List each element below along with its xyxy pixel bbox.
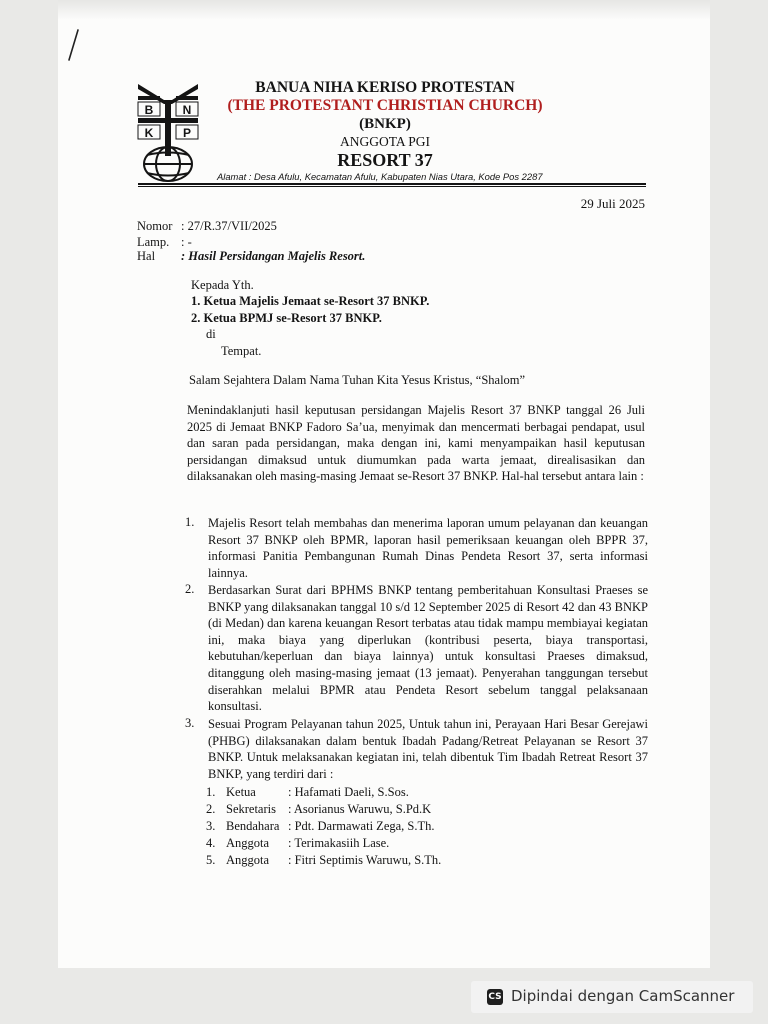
team-number: 5.	[206, 853, 216, 867]
bnkp-logo-icon	[132, 80, 204, 184]
recipient-greeting: Kepada Yth.	[191, 278, 254, 292]
org-name-english: (THE PROTESTANT CHRISTIAN CHURCH)	[227, 97, 543, 114]
camscanner-icon: CS	[487, 989, 503, 1005]
team-number: 2.	[206, 802, 216, 816]
team-row	[206, 836, 389, 851]
team-row	[206, 785, 409, 800]
team-number: 1.	[206, 785, 216, 799]
recipient-di: di	[206, 327, 216, 341]
letterhead-address: Alamat : Desa Afulu, Kecamatan Afulu, Kabupaten Nias Utara, Kode Pos 2287	[217, 171, 543, 182]
team-role: Anggota	[226, 853, 270, 867]
logo-letter-p: P	[182, 126, 192, 140]
intro-paragraph: Menindaklanjuti hasil keputusan persidangan Majelis Resort 37 BNKP tanggal 26 Juli 2025 di Jemaat BNKP Fadoro Sa’ua, menyimak dan mencermati berbagai pendapat, usul dan saran pada persidangan, maka dengan ini, kami menyampaikan hasil keputusan persidangan dimaksud untuk diumumkan pada warta jemaat, direalisasikan dan dilaksanakan oleh masing-masing Jemaat se-Resort 37 BNKP. Hal-hal tersebut antara lain :	[187, 403, 645, 484]
org-abbreviation: (BNKP)	[359, 116, 411, 132]
logo-letter-b: B	[144, 103, 154, 117]
nomor-label: Nomor	[137, 219, 173, 233]
letterhead-rule-thin	[138, 186, 646, 187]
scan-shadow	[58, 0, 710, 20]
letterhead-rule	[138, 183, 646, 185]
letter-date: 29 Juli 2025	[580, 196, 645, 211]
meta-hal	[137, 249, 365, 264]
team-name: : Hafamati Daeli, S.Sos.	[288, 785, 409, 799]
lamp-label: Lamp.	[137, 235, 170, 249]
recipient-item: 2. Ketua BPMJ se-Resort 37 BNKP.	[191, 311, 382, 325]
salutation: Salam Sejahtera Dalam Nama Tuhan Kita Yesus Kristus, “Shalom”	[189, 373, 526, 387]
hal-value: : Hasil Persidangan Majelis Resort.	[181, 249, 366, 263]
point-text: Majelis Resort telah membahas dan menerima laporan umum pelayanan dan keuangan Resort 37 BNKP oleh BPMR, laporan hasil pemeriksaan keuangan oleh BPPR 37, informasi Panitia Pembangunan Rumah Dinas Pendeta Resort 37, serta informasi lainnya.	[208, 516, 648, 580]
point-text: Sesuai Program Pelayanan tahun 2025, Untuk tahun ini, Perayaan Hari Besar Gerejawi (PHBG) dilaksanakan dalam bentuk Ibadah Padang/Retreat Pelayanan se Resort 37 BNKP. Untuk melaksanakan kegiatan ini, telah dibentuk Tim Ibadah Retreat Resort 37 BNKP, yang terdiri dari :	[208, 717, 648, 781]
team-role: Bendahara	[226, 819, 280, 833]
point-text: Berdasarkan Surat dari BPHMS BNKP tentang pemberitahuan Konsultasi Praeses se BNKP yang dilaksanakan tanggal 10 s/d 12 September 2025 di Resort 42 dan 43 BNKP (di Medan) dan karena keuangan Resort terbatas atau tidak mampu membiayai kegiatan ini, maka biaya yang diperlukan (kontribusi peserta, biaya transportasi, kebutuhan/keperluan dan biaya lainnya) untuk konsultasi Praeses dimaksud, ditanggung oleh masing-masing jemaat (13 jemaat). Penyerahan tanggungan tersebut diserahkan melalui BPMR atau Pendeta Resort sebelum tanggal pelaksanaan konsultasi.	[208, 583, 648, 714]
nomor-value: : 27/R.37/VII/2025	[181, 219, 277, 233]
team-role: Ketua	[226, 785, 256, 799]
resort-title: RESORT 37	[337, 150, 433, 170]
team-name: : Fitri Septimis Waruwu, S.Th.	[288, 853, 442, 867]
team-number: 4.	[206, 836, 216, 850]
team-row	[206, 819, 435, 834]
team-number: 3.	[206, 819, 216, 833]
point-number: 3.	[185, 716, 195, 730]
logo-letter-k: K	[144, 126, 154, 140]
org-membership: ANGGOTA PGI	[339, 134, 431, 149]
team-name: : Terimakasiih Lase.	[288, 836, 390, 850]
team-row	[206, 853, 441, 868]
meta-lampiran	[137, 235, 192, 250]
org-name: BANUA NIHA KERISO PROTESTAN	[255, 79, 515, 96]
recipient-place: Tempat.	[221, 344, 262, 358]
lamp-value: : -	[181, 235, 192, 249]
team-name: : Pdt. Darmawati Zega, S.Th.	[288, 819, 435, 833]
hal-label: Hal	[137, 249, 156, 263]
pen-stroke-mark	[66, 28, 80, 62]
point-number: 2.	[185, 582, 195, 596]
team-row	[206, 802, 431, 817]
team-role: Sekretaris	[226, 802, 276, 816]
team-name: : Asorianus Waruwu, S.Pd.K	[288, 802, 432, 816]
team-role: Anggota	[226, 836, 270, 850]
meta-nomor	[137, 219, 277, 234]
recipient-item: 1. Ketua Majelis Jemaat se-Resort 37 BNKP.	[191, 294, 430, 308]
camscanner-watermark	[471, 981, 753, 1013]
point-number: 1.	[185, 515, 195, 529]
camscanner-text: Dipindai dengan CamScanner	[511, 987, 735, 1005]
logo-letter-n: N	[182, 103, 192, 117]
